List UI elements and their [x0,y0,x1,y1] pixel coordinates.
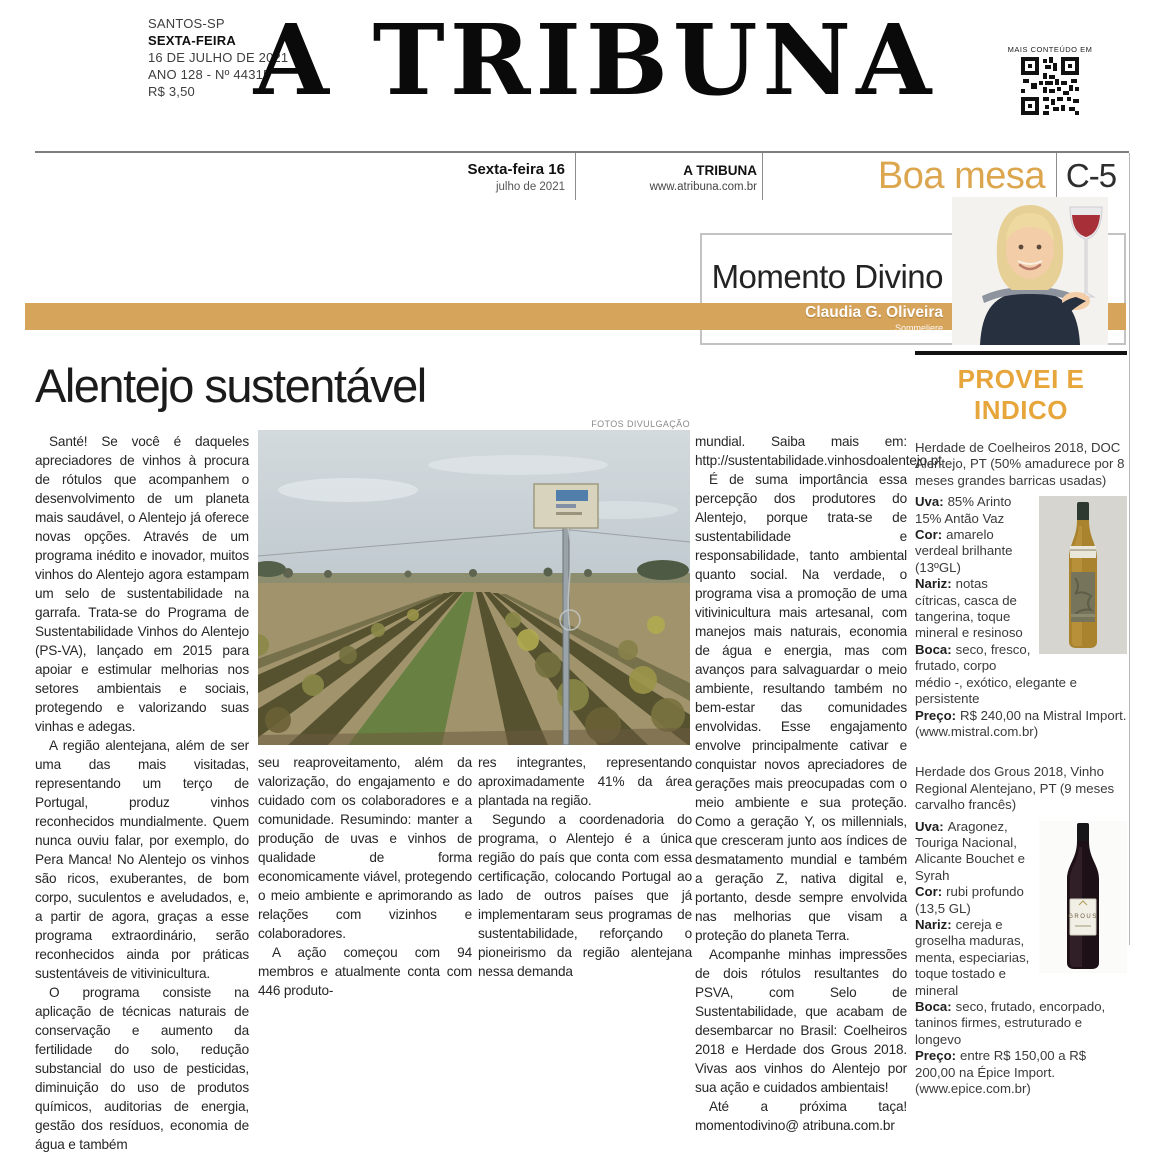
wine-detail: Cor: amarelo verdeal brilhante (13ºGL) [915,527,1013,575]
article-column-4 [695,432,942,1133]
photo-credit: FOTOS DIVULGAÇÃO [591,419,690,429]
paragraph: Acompanhe minhas impressões de dois rótulos resultantes do PSVA, com Selo de Sustentabilidade, que acabam de desembarcar no Brasil: Coelheiros 2018 e Herdade dos Grous 2018. Vivas aos vinhos do Alentejo por sua ação e cuidados ambientais! [695,947,907,1095]
svg-text:GROUS: GROUS [1068,913,1098,920]
wine-title: Herdade dos Grous 2018, Vinho Regional Alentejano, PT (9 meses carvalho francês) [915,764,1115,813]
masthead-city: SANTOS-SP [148,16,225,31]
field-sensor-box [534,484,598,528]
paragraph: A região alentejana, além de ser uma das mais visitadas, representando um terço de Portugal, produz vinhos reconhecidos mundialmente. Quem nunca ouviu falar, por exemplo, do Pera Manca! No Alentejo os vinhos são ricos, exuberantes, de bom corpo, suculentos e aveludados, e, a partir de agora, graças a esse programa extraordinário, serão reconhecidos ainda por práticas sustentáveis de vitivinicultura. [35,738,249,981]
wine-title: Herdade de Coelheiros 2018, DOC Alentejo, PT (50% amadurece por 8 meses grandes barricas usadas) [915,440,1125,488]
wine-detail: Preço: entre R$ 150,00 a R$ 200,00 na Épice Import. (www.epice.com.br) [915,1048,1087,1097]
header-divider [762,153,763,200]
columnist-role: Sommeliere [894,323,943,333]
header-rule [35,151,1129,153]
paragraph: A ação começou com 94 membros e atualmente conta com 446 produto- [258,945,472,998]
page-code: C-5 [1065,157,1117,194]
wine-review-2 [915,764,1127,1097]
red-wine-bottle-image [1039,821,1127,977]
qr-code-icon [1021,57,1079,120]
sidebar-rule [915,351,1127,355]
masthead-date: 16 DE JULHO DE 2021 [148,50,289,65]
paragraph: Até a próxima taça! momentodivino@ atribuna.com.br [695,1099,907,1133]
newspaper-logo: A TRIBUNA [253,3,937,117]
paragraph: Santé! Se você é daqueles apreciadores de vinhos à procura de rótulos que acompanhem o desenvolvimento de um planeta mais saudável, o Alentejo já oferece novas opções. Através de um programa inédito e inovador, muitos vinhos do Alentejo agora estampam um selo de sustentabilidade na garrafa. Trata-se do Programa de Sustentabilidade Vinhos do Alentejo (PS-VA), lançado em 2015 para apoiar e estimular melhorias nos setores ambientais e sociais, protegendo e valorizando suas vinhas e adegas. [35,434,249,734]
section-title: Boa mesa [877,155,1045,197]
columnist-name: Claudia G. Oliveira [805,304,943,321]
paragraph: seu reaproveitamento, além da valorização, do engajamento e do cuidado com os colaboradores e a comunidade. Resumindo: manter a produção de uvas e vinhos de qualidade de forma economicamente viável, protegendo o meio ambiente e aprimorando as relações com vizinhos e colaboradores. [258,755,472,941]
article-headline: Alentejo sustentável [35,359,426,412]
qr-label: MAIS CONTEÚDO EM [1007,45,1093,54]
article-column-3 [478,753,692,979]
masthead-price: R$ 3,50 [148,84,195,99]
wine-detail: Boca: seco, frutado, encorpado, taninos firmes, estruturado e longevo [915,999,1106,1047]
article-column-1 [35,432,249,1152]
wine-detail: Preço: R$ 240,00 na Mistral Import. (www.mistral.com.br) [915,707,1127,739]
header-date-small: julho de 2021 [495,181,565,193]
wine-detail: Boca: seco, fresco, frutado, corpo médio -, exótico, elegante e persistente [915,641,1078,707]
header-divider [1056,153,1057,200]
page-edge-rule [1129,153,1130,945]
wine-detail: Cor: rubi profundo (13,5 GL) [915,884,1024,916]
vineyard-photo [258,430,690,750]
columnist-photo [952,197,1108,350]
masthead-edition: ANO 128 - Nº 44315 [148,67,271,82]
header-date-block [405,161,565,193]
wine-detail: Nariz: notas cítricas, casca de tangerina, toque mineral e resinoso [915,576,1023,641]
paragraph: mundial. Saiba mais em: http://sustentabilidade.vinhosdoalentejo.pt [695,434,942,468]
sidebar-provei-e-indico [915,351,1127,1097]
masthead-weekday: SEXTA-FEIRA [148,33,236,48]
wine-detail: Uva: Aragonez, Touriga Nacional, Alicante Bouchet e Syrah [915,818,1025,883]
columnist-byline [600,304,943,333]
wine-detail: Uva: 85% Arinto 15% Antão Vaz [915,494,1012,526]
wine-detail: Nariz: cereja e groselha maduras, menta, especiarias, toque tostado e mineral [915,916,1030,998]
paragraph: res integrantes, representando aproximadamente 41% da área plantada na região. [478,755,692,808]
paragraph: Segundo a coordenadoria do programa, o Alentejo é a única região do país que conta com essa certificação, colocando Portugal ao lado de outros países que já implementaram seus programas de sustentabilidade, reforçando o pioneirismo da região alentejana nessa demanda [478,812,692,979]
header-paper-block [590,163,757,193]
article-column-2 [258,753,472,998]
header-website: www.atribuna.com.br [649,181,757,193]
header-date-bold: Sexta-feira 16 [467,161,565,178]
sidebar-title: PROVEI E INDICO [957,364,1085,425]
paragraph: O programa consiste na aplicação de técnicas naturais de conservação e aumento da fertilidade do solo, redução substancial do uso de pesticidas, diminuição do uso de produtos químicos, auditorias de energia, gestão dos resíduos, economia de água e também [35,985,249,1152]
header-divider [575,153,576,200]
column-title: Momento Divino [711,258,943,295]
wine-review-1 [915,440,1127,740]
white-wine-bottle-image [1039,496,1127,658]
paragraph: É de suma importância essa percepção dos produtores do Alentejo, porque trata-se de sustentabilidade e responsabilidade, tanto ambiental quanto social. Na verdade, o programa visa a promoção de uma vitivinicultura mais artesanal, com manejos mais naturais, economia de água e energia, mas com avanços para salvaguardar o meio ambiente, resultando também no bem-estar das comunidades envolvidas. Esse engajamento envolve principalmente cativar e conquistar novos apreciadores de gerações mais preocupadas com o meio ambiente e sua proteção. Como a geração Y, os millennials, que cresceram junto aos índices de desmatamento mundial e também a geração Z, nativa digital e, portanto, desde sempre envolvida nas melhorias que visam a proteção do planeta Terra. [695,472,907,943]
header-paper-name: A TRIBUNA [683,163,757,178]
